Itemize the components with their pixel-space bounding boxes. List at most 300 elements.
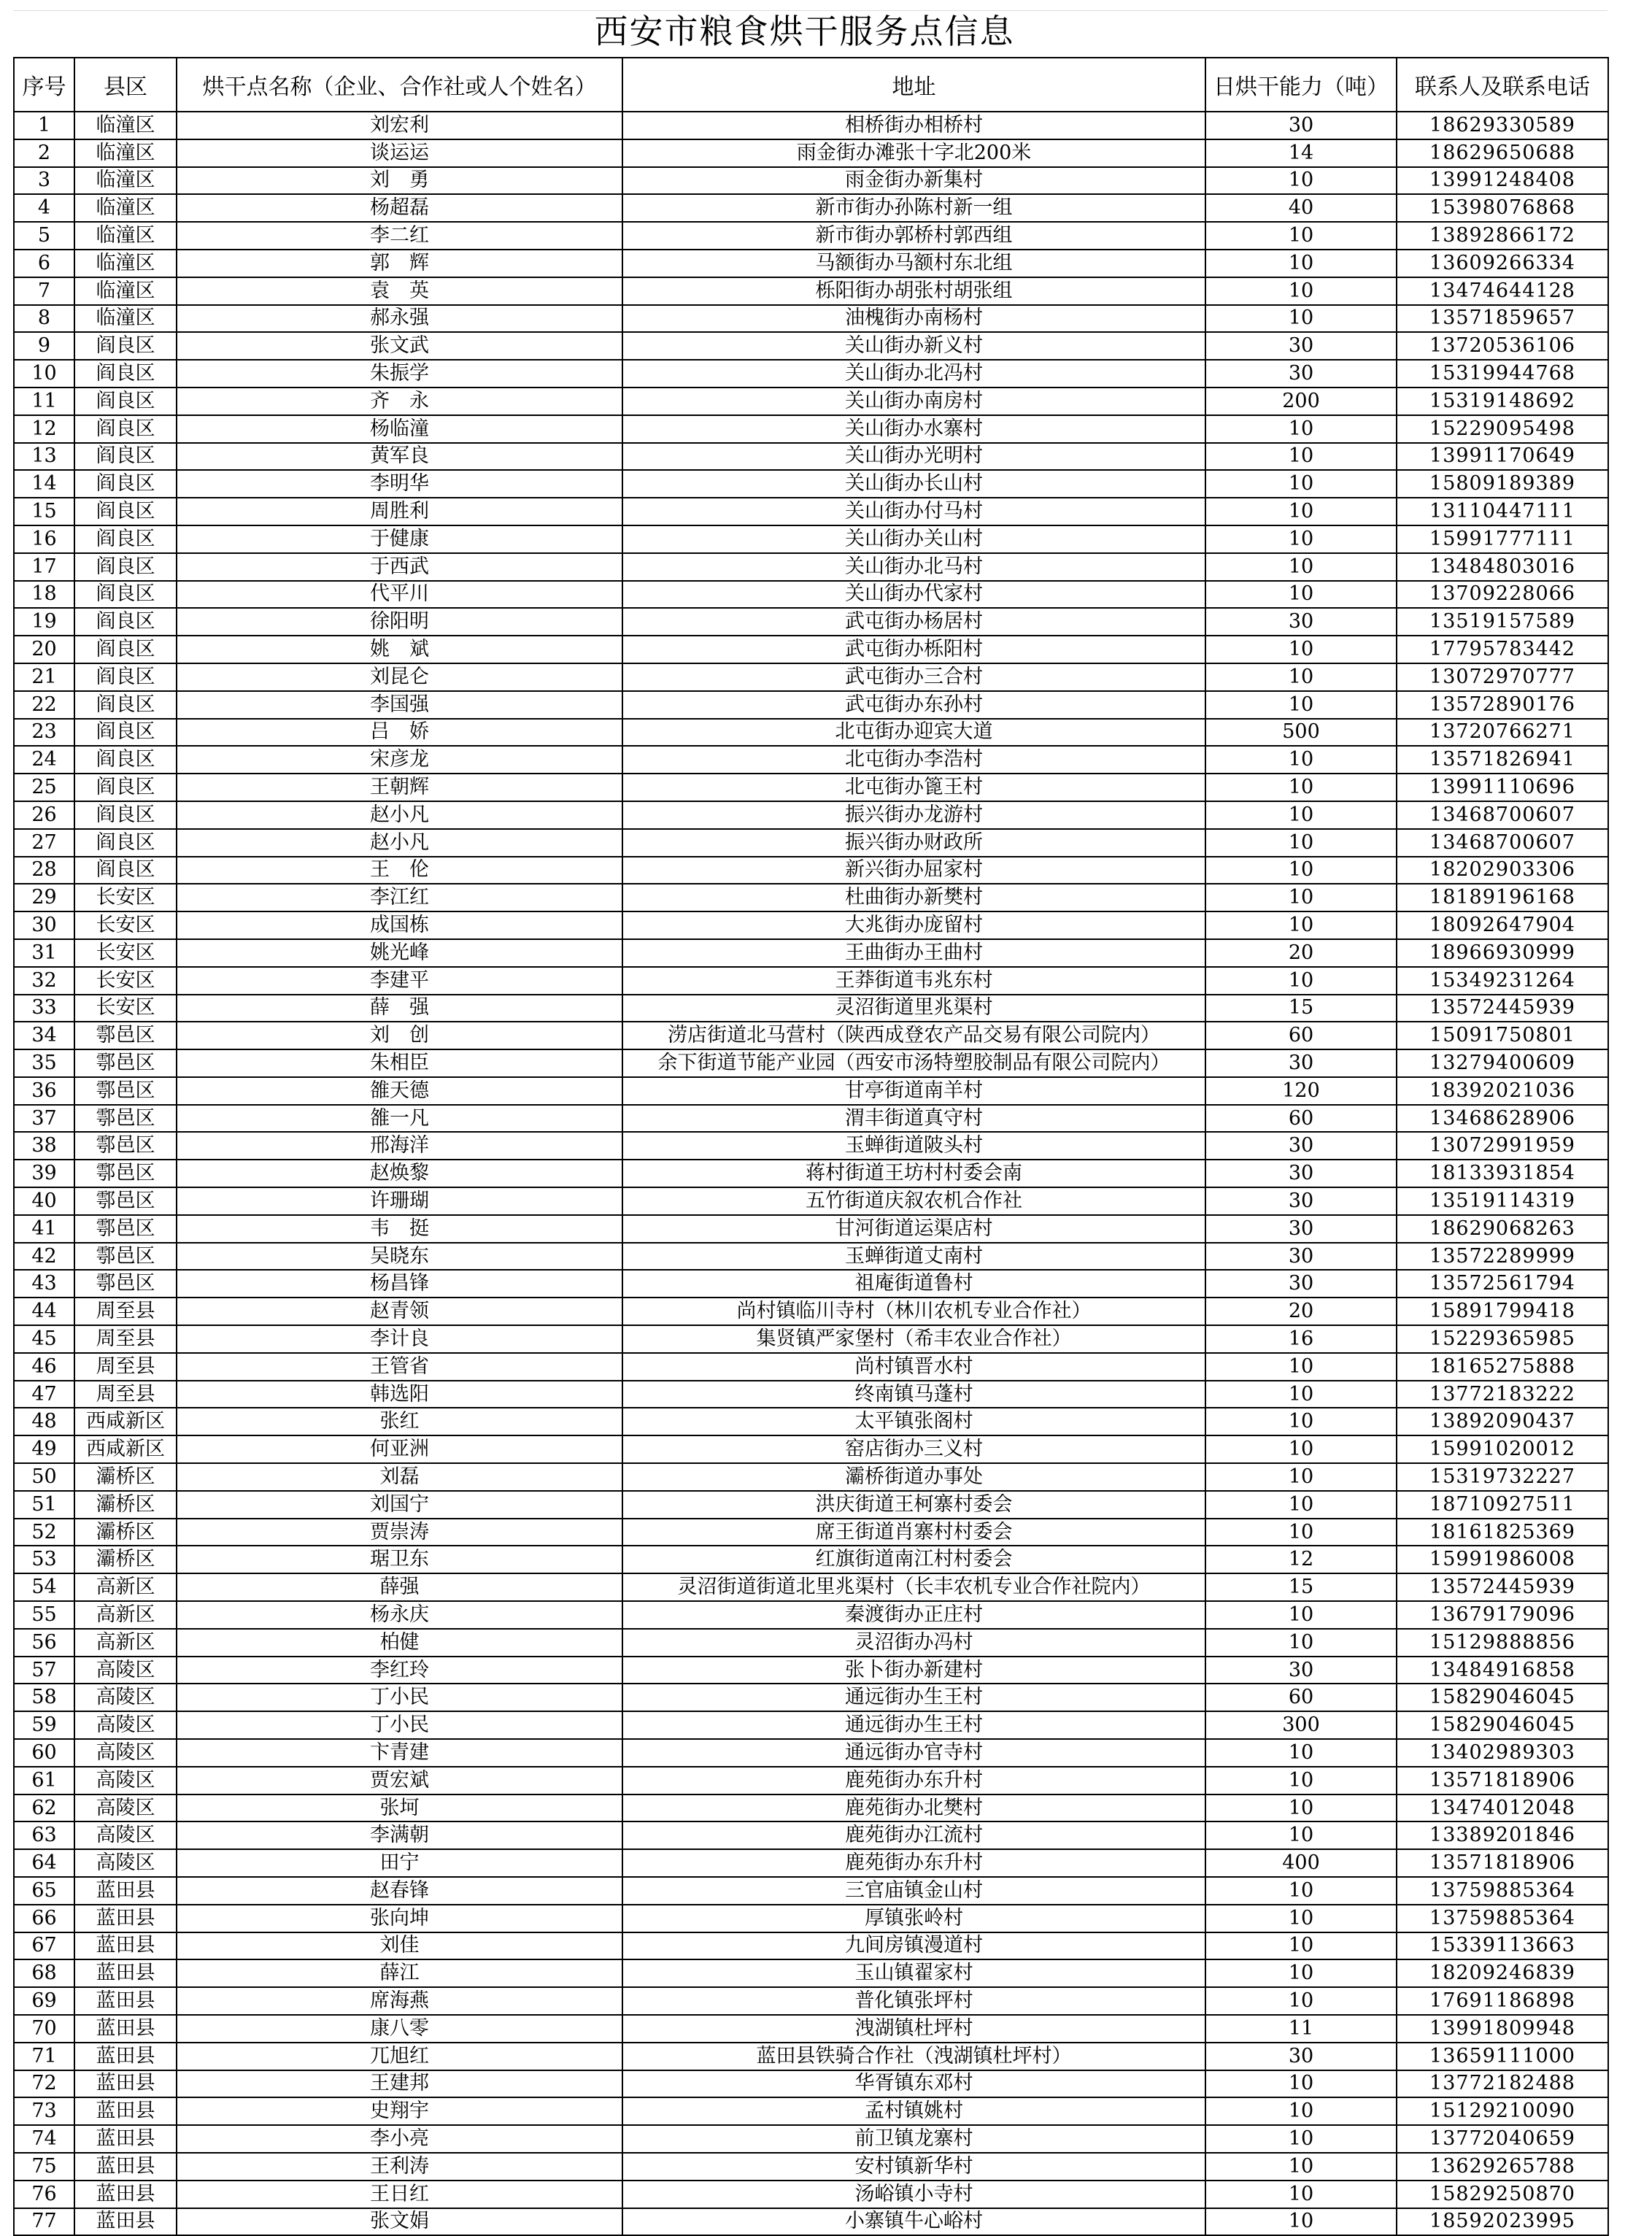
table-row <box>14 1353 1608 1381</box>
cell-county: 高陵区 <box>74 1821 177 1849</box>
cell-phone: 13991170649 <box>1397 443 1608 471</box>
table-row <box>14 967 1608 995</box>
cell-phone: 13572289999 <box>1397 1243 1608 1271</box>
cell-name: 李国强 <box>177 691 622 719</box>
cell-name: 丁小民 <box>177 1684 622 1711</box>
cell-capacity: 10 <box>1205 829 1397 857</box>
cell-capacity: 30 <box>1205 608 1397 636</box>
cell-county: 阎良区 <box>74 360 177 388</box>
table-row <box>14 719 1608 747</box>
cell-name: 刘 勇 <box>177 167 622 195</box>
cell-capacity: 500 <box>1205 719 1397 747</box>
cell-phone: 13679179096 <box>1397 1601 1608 1629</box>
table-row <box>14 443 1608 471</box>
cell-county: 鄠邑区 <box>74 1105 177 1133</box>
cell-seq: 69 <box>14 1987 74 2015</box>
cell-capacity: 60 <box>1205 1105 1397 1133</box>
cell-phone: 15319732227 <box>1397 1463 1608 1491</box>
cell-address: 余下街道节能产业园（西安市汤特塑胶制品有限公司院内） <box>622 1049 1205 1077</box>
cell-capacity: 30 <box>1205 1160 1397 1187</box>
cell-name: 杨临潼 <box>177 415 622 443</box>
cell-name: 赵小凡 <box>177 801 622 829</box>
cell-seq: 9 <box>14 332 74 360</box>
cell-name: 刘佳 <box>177 1932 622 1960</box>
cell-name: 李计良 <box>177 1325 622 1353</box>
cell-capacity: 10 <box>1205 774 1397 801</box>
cell-address: 灞桥街道办事处 <box>622 1463 1205 1491</box>
cell-seq: 5 <box>14 222 74 250</box>
cell-phone: 15129210090 <box>1397 2097 1608 2125</box>
cell-seq: 64 <box>14 1849 74 1877</box>
cell-address: 相桥街办相桥村 <box>622 112 1205 139</box>
cell-phone: 15991777111 <box>1397 525 1608 553</box>
cell-county: 临潼区 <box>74 112 177 139</box>
cell-seq: 48 <box>14 1408 74 1435</box>
table-row <box>14 167 1608 195</box>
cell-phone: 13659111000 <box>1397 2043 1608 2070</box>
cell-address: 玉蝉街道丈南村 <box>622 1243 1205 1271</box>
cell-name: 李满朝 <box>177 1821 622 1849</box>
cell-phone: 13991248408 <box>1397 167 1608 195</box>
cell-capacity: 30 <box>1205 1270 1397 1298</box>
cell-address: 关山街办付马村 <box>622 498 1205 525</box>
cell-seq: 15 <box>14 498 74 525</box>
cell-phone: 13468628906 <box>1397 1105 1608 1133</box>
cell-name: 郝永强 <box>177 305 622 333</box>
cell-address: 孟村镇姚村 <box>622 2097 1205 2125</box>
cell-name: 刘国宁 <box>177 1491 622 1519</box>
cell-county: 鄠邑区 <box>74 1270 177 1298</box>
cell-seq: 18 <box>14 581 74 609</box>
cell-phone: 17691186898 <box>1397 1987 1608 2015</box>
table-row <box>14 1601 1608 1629</box>
cell-capacity: 30 <box>1205 360 1397 388</box>
cell-phone: 13519114319 <box>1397 1187 1608 1215</box>
cell-seq: 33 <box>14 995 74 1022</box>
cell-capacity: 10 <box>1205 1629 1397 1657</box>
cell-county: 阎良区 <box>74 498 177 525</box>
cell-county: 蓝田县 <box>74 1987 177 2015</box>
cell-county: 高陵区 <box>74 1767 177 1794</box>
cell-capacity: 10 <box>1205 1877 1397 1905</box>
header-seq: 序号 <box>14 58 74 112</box>
table-row <box>14 1739 1608 1767</box>
table-row <box>14 1270 1608 1298</box>
cell-capacity: 10 <box>1205 1794 1397 1822</box>
cell-phone: 18092647904 <box>1397 911 1608 939</box>
table-row <box>14 911 1608 939</box>
table-row <box>14 1298 1608 1325</box>
header-address: 地址 <box>622 58 1205 112</box>
cell-capacity: 10 <box>1205 1987 1397 2015</box>
cell-phone: 13484803016 <box>1397 553 1608 581</box>
cell-seq: 71 <box>14 2043 74 2070</box>
cell-name: 于健康 <box>177 525 622 553</box>
cell-phone: 15319148692 <box>1397 388 1608 415</box>
cell-capacity: 30 <box>1205 1132 1397 1160</box>
cell-address: 武屯街办栎阳村 <box>622 636 1205 663</box>
cell-name: 赵焕黎 <box>177 1160 622 1187</box>
cell-phone: 13772182488 <box>1397 2070 1608 2098</box>
cell-county: 高新区 <box>74 1629 177 1657</box>
cell-address: 席王街道肖寨村村委会 <box>622 1519 1205 1546</box>
cell-capacity: 10 <box>1205 277 1397 305</box>
cell-name: 李江红 <box>177 884 622 911</box>
cell-county: 阎良区 <box>74 801 177 829</box>
table-row <box>14 1243 1608 1271</box>
cell-capacity: 30 <box>1205 2043 1397 2070</box>
table-row <box>14 746 1608 774</box>
cell-phone: 13772040659 <box>1397 2125 1608 2153</box>
cell-seq: 25 <box>14 774 74 801</box>
cell-capacity: 10 <box>1205 1767 1397 1794</box>
cell-county: 周至县 <box>74 1298 177 1325</box>
cell-name: 雒一凡 <box>177 1105 622 1133</box>
cell-address: 厚镇张岭村 <box>622 1905 1205 1932</box>
cell-phone: 13468700607 <box>1397 801 1608 829</box>
cell-seq: 66 <box>14 1905 74 1932</box>
cell-seq: 53 <box>14 1546 74 1573</box>
cell-capacity: 10 <box>1205 553 1397 581</box>
cell-name: 贾崇涛 <box>177 1519 622 1546</box>
cell-capacity: 11 <box>1205 2015 1397 2043</box>
cell-name: 史翔宇 <box>177 2097 622 2125</box>
cell-address: 前卫镇龙寨村 <box>622 2125 1205 2153</box>
cell-address: 新市街办郭桥村郭西组 <box>622 222 1205 250</box>
cell-phone: 13072991959 <box>1397 1132 1608 1160</box>
table-row <box>14 139 1608 167</box>
table-row <box>14 1132 1608 1160</box>
cell-capacity: 10 <box>1205 911 1397 939</box>
cell-address: 太平镇张阁村 <box>622 1408 1205 1435</box>
table-row <box>14 939 1608 967</box>
cell-county: 高陵区 <box>74 1684 177 1711</box>
cell-capacity: 10 <box>1205 1408 1397 1435</box>
cell-county: 蓝田县 <box>74 2125 177 2153</box>
cell-phone: 13572890176 <box>1397 691 1608 719</box>
cell-capacity: 10 <box>1205 1932 1397 1960</box>
cell-phone: 18161825369 <box>1397 1519 1608 1546</box>
table-row <box>14 995 1608 1022</box>
cell-capacity: 16 <box>1205 1325 1397 1353</box>
cell-capacity: 10 <box>1205 857 1397 884</box>
cell-seq: 30 <box>14 911 74 939</box>
table-row <box>14 498 1608 525</box>
cell-county: 阎良区 <box>74 829 177 857</box>
cell-capacity: 10 <box>1205 1959 1397 1987</box>
cell-phone: 18202903306 <box>1397 857 1608 884</box>
cell-county: 临潼区 <box>74 167 177 195</box>
cell-name: 张向坤 <box>177 1905 622 1932</box>
cell-county: 阎良区 <box>74 388 177 415</box>
cell-capacity: 10 <box>1205 305 1397 333</box>
cell-county: 阎良区 <box>74 470 177 498</box>
cell-name: 宋彦龙 <box>177 746 622 774</box>
cell-address: 甘河街道运渠店村 <box>622 1215 1205 1243</box>
cell-seq: 42 <box>14 1243 74 1271</box>
cell-name: 雒天德 <box>177 1077 622 1105</box>
cell-address: 鹿苑街办北樊村 <box>622 1794 1205 1822</box>
cell-name: 黄军良 <box>177 443 622 471</box>
cell-seq: 75 <box>14 2153 74 2181</box>
cell-name: 杨超磊 <box>177 194 622 222</box>
cell-seq: 27 <box>14 829 74 857</box>
cell-capacity: 10 <box>1205 525 1397 553</box>
cell-capacity: 30 <box>1205 1215 1397 1243</box>
cell-phone: 13571818906 <box>1397 1767 1608 1794</box>
cell-address: 北屯街办迎宾大道 <box>622 719 1205 747</box>
cell-seq: 2 <box>14 139 74 167</box>
table-row <box>14 608 1608 636</box>
cell-phone: 13991110696 <box>1397 774 1608 801</box>
cell-phone: 13772183222 <box>1397 1381 1608 1408</box>
cell-name: 周胜利 <box>177 498 622 525</box>
cell-seq: 36 <box>14 1077 74 1105</box>
cell-address: 尚村镇晋水村 <box>622 1353 1205 1381</box>
cell-capacity: 10 <box>1205 1491 1397 1519</box>
cell-address: 大兆街办庞留村 <box>622 911 1205 939</box>
table-body <box>14 112 1608 2235</box>
cell-address: 华胥镇东邓村 <box>622 2070 1205 2098</box>
cell-county: 临潼区 <box>74 250 177 277</box>
cell-address: 武屯街办东孙村 <box>622 691 1205 719</box>
cell-address: 通远街办官寺村 <box>622 1739 1205 1767</box>
cell-name: 姚 斌 <box>177 636 622 663</box>
table-row <box>14 250 1608 277</box>
cell-address: 窑店街办三义村 <box>622 1435 1205 1463</box>
cell-name: 丁小民 <box>177 1711 622 1739</box>
cell-phone: 18629650688 <box>1397 139 1608 167</box>
table-row <box>14 801 1608 829</box>
cell-county: 高陵区 <box>74 1657 177 1684</box>
cell-seq: 77 <box>14 2208 74 2236</box>
cell-capacity: 10 <box>1205 1739 1397 1767</box>
cell-capacity: 10 <box>1205 1905 1397 1932</box>
cell-seq: 61 <box>14 1767 74 1794</box>
table-row <box>14 112 1608 139</box>
cell-seq: 74 <box>14 2125 74 2153</box>
cell-seq: 55 <box>14 1601 74 1629</box>
cell-phone: 15229365985 <box>1397 1325 1608 1353</box>
table-row <box>14 1629 1608 1657</box>
cell-phone: 13720536106 <box>1397 332 1608 360</box>
table-row <box>14 1767 1608 1794</box>
cell-capacity: 10 <box>1205 884 1397 911</box>
cell-seq: 68 <box>14 1959 74 1987</box>
cell-county: 蓝田县 <box>74 2153 177 2181</box>
cell-name: 齐 永 <box>177 388 622 415</box>
cell-county: 高新区 <box>74 1601 177 1629</box>
cell-seq: 49 <box>14 1435 74 1463</box>
cell-seq: 7 <box>14 277 74 305</box>
table-row <box>14 222 1608 250</box>
cell-seq: 20 <box>14 636 74 663</box>
cell-phone: 15229095498 <box>1397 415 1608 443</box>
cell-address: 王曲街办王曲村 <box>622 939 1205 967</box>
cell-name: 康八零 <box>177 2015 622 2043</box>
cell-address: 灵沼街道街道北里兆渠村（长丰农机专业合作社院内） <box>622 1573 1205 1601</box>
table-row <box>14 1877 1608 1905</box>
cell-seq: 14 <box>14 470 74 498</box>
cell-seq: 45 <box>14 1325 74 1353</box>
cell-phone: 15349231264 <box>1397 967 1608 995</box>
cell-phone: 15319944768 <box>1397 360 1608 388</box>
cell-capacity: 10 <box>1205 1435 1397 1463</box>
cell-address: 通远街办生王村 <box>622 1684 1205 1711</box>
cell-phone: 13709228066 <box>1397 581 1608 609</box>
cell-county: 高陵区 <box>74 1711 177 1739</box>
cell-address: 王莽街道韦兆东村 <box>622 967 1205 995</box>
cell-address: 通远街办生王村 <box>622 1711 1205 1739</box>
table-row <box>14 1959 1608 1987</box>
cell-name: 薛江 <box>177 1959 622 1987</box>
cell-capacity: 30 <box>1205 112 1397 139</box>
cell-county: 鄠邑区 <box>74 1049 177 1077</box>
header-contact: 联系人及联系电话 <box>1397 58 1608 112</box>
cell-name: 田宁 <box>177 1849 622 1877</box>
cell-name: 李小亮 <box>177 2125 622 2153</box>
cell-name: 成国栋 <box>177 911 622 939</box>
cell-county: 临潼区 <box>74 194 177 222</box>
cell-seq: 73 <box>14 2097 74 2125</box>
cell-phone: 13572561794 <box>1397 1270 1608 1298</box>
cell-capacity: 10 <box>1205 2181 1397 2208</box>
table-row <box>14 388 1608 415</box>
cell-seq: 51 <box>14 1491 74 1519</box>
cell-phone: 18710927511 <box>1397 1491 1608 1519</box>
cell-capacity: 10 <box>1205 2125 1397 2153</box>
cell-seq: 43 <box>14 1270 74 1298</box>
cell-phone: 15829046045 <box>1397 1684 1608 1711</box>
cell-phone: 18189196168 <box>1397 884 1608 911</box>
cell-county: 高新区 <box>74 1573 177 1601</box>
cell-seq: 28 <box>14 857 74 884</box>
cell-name: 王 伦 <box>177 857 622 884</box>
cell-county: 长安区 <box>74 967 177 995</box>
cell-phone: 13110447111 <box>1397 498 1608 525</box>
cell-phone: 15091750801 <box>1397 1022 1608 1049</box>
cell-capacity: 200 <box>1205 388 1397 415</box>
cell-capacity: 15 <box>1205 1573 1397 1601</box>
cell-county: 鄠邑区 <box>74 1077 177 1105</box>
cell-capacity: 400 <box>1205 1849 1397 1877</box>
cell-phone: 13571859657 <box>1397 305 1608 333</box>
cell-county: 临潼区 <box>74 139 177 167</box>
cell-address: 马额街办马额村东北组 <box>622 250 1205 277</box>
cell-capacity: 10 <box>1205 250 1397 277</box>
table-row <box>14 1657 1608 1684</box>
cell-county: 高陵区 <box>74 1794 177 1822</box>
cell-address: 雨金街办新集村 <box>622 167 1205 195</box>
cell-phone: 13892866172 <box>1397 222 1608 250</box>
cell-address: 油槐街办南杨村 <box>622 305 1205 333</box>
cell-name: 赵春锋 <box>177 1877 622 1905</box>
cell-county: 鄠邑区 <box>74 1187 177 1215</box>
table-row <box>14 305 1608 333</box>
table-row <box>14 525 1608 553</box>
cell-capacity: 10 <box>1205 1601 1397 1629</box>
cell-seq: 12 <box>14 415 74 443</box>
cell-seq: 38 <box>14 1132 74 1160</box>
cell-name: 李明华 <box>177 470 622 498</box>
cell-seq: 8 <box>14 305 74 333</box>
cell-address: 关山街办水寨村 <box>622 415 1205 443</box>
cell-county: 阎良区 <box>74 663 177 691</box>
cell-capacity: 10 <box>1205 636 1397 663</box>
cell-seq: 35 <box>14 1049 74 1077</box>
cell-address: 集贤镇严家堡村（希丰农业合作社） <box>622 1325 1205 1353</box>
header-capacity: 日烘干能力（吨） <box>1205 58 1397 112</box>
table-row <box>14 2015 1608 2043</box>
cell-county: 高陵区 <box>74 1849 177 1877</box>
cell-phone: 15891799418 <box>1397 1298 1608 1325</box>
cell-seq: 44 <box>14 1298 74 1325</box>
cell-phone: 13389201846 <box>1397 1821 1608 1849</box>
cell-address: 甘亭街道南羊村 <box>622 1077 1205 1105</box>
cell-phone: 18629068263 <box>1397 1215 1608 1243</box>
cell-seq: 32 <box>14 967 74 995</box>
cell-capacity: 120 <box>1205 1077 1397 1105</box>
cell-address: 关山街办北冯村 <box>622 360 1205 388</box>
cell-capacity: 15 <box>1205 995 1397 1022</box>
table-row <box>14 1077 1608 1105</box>
cell-phone: 18133931854 <box>1397 1160 1608 1187</box>
cell-capacity: 12 <box>1205 1546 1397 1573</box>
table-row <box>14 1435 1608 1463</box>
cell-address: 关山街办代家村 <box>622 581 1205 609</box>
table-row <box>14 829 1608 857</box>
cell-seq: 46 <box>14 1353 74 1381</box>
cell-county: 灞桥区 <box>74 1463 177 1491</box>
cell-address: 蓝田县铁骑合作社（洩湖镇杜坪村） <box>622 2043 1205 2070</box>
cell-phone: 15829250870 <box>1397 2181 1608 2208</box>
cell-phone: 15398076868 <box>1397 194 1608 222</box>
cell-address: 三官庙镇金山村 <box>622 1877 1205 1905</box>
cell-capacity: 30 <box>1205 332 1397 360</box>
table-row <box>14 2153 1608 2181</box>
cell-address: 北屯街办李浩村 <box>622 746 1205 774</box>
cell-phone: 13519157589 <box>1397 608 1608 636</box>
table-row <box>14 1463 1608 1491</box>
cell-name: 于西武 <box>177 553 622 581</box>
cell-county: 西咸新区 <box>74 1435 177 1463</box>
cell-phone: 15129888856 <box>1397 1629 1608 1657</box>
cell-address: 武屯街办三合村 <box>622 663 1205 691</box>
cell-county: 阎良区 <box>74 746 177 774</box>
cell-name: 刘宏利 <box>177 112 622 139</box>
cell-seq: 22 <box>14 691 74 719</box>
cell-seq: 47 <box>14 1381 74 1408</box>
cell-county: 长安区 <box>74 939 177 967</box>
cell-seq: 34 <box>14 1022 74 1049</box>
cell-capacity: 10 <box>1205 222 1397 250</box>
cell-capacity: 10 <box>1205 2070 1397 2098</box>
table-row <box>14 1187 1608 1215</box>
cell-name: 贾宏斌 <box>177 1767 622 1794</box>
cell-capacity: 10 <box>1205 443 1397 471</box>
table-row <box>14 2125 1608 2153</box>
cell-county: 蓝田县 <box>74 1877 177 1905</box>
cell-name: 吴晓东 <box>177 1243 622 1271</box>
cell-address: 杜曲街办新樊村 <box>622 884 1205 911</box>
cell-seq: 10 <box>14 360 74 388</box>
cell-address: 鹿苑街办东升村 <box>622 1767 1205 1794</box>
cell-name: 刘 创 <box>177 1022 622 1049</box>
table-row <box>14 2181 1608 2208</box>
cell-address: 玉蝉街道陂头村 <box>622 1132 1205 1160</box>
cell-capacity: 10 <box>1205 498 1397 525</box>
cell-address: 洪庆街道王柯寨村委会 <box>622 1491 1205 1519</box>
